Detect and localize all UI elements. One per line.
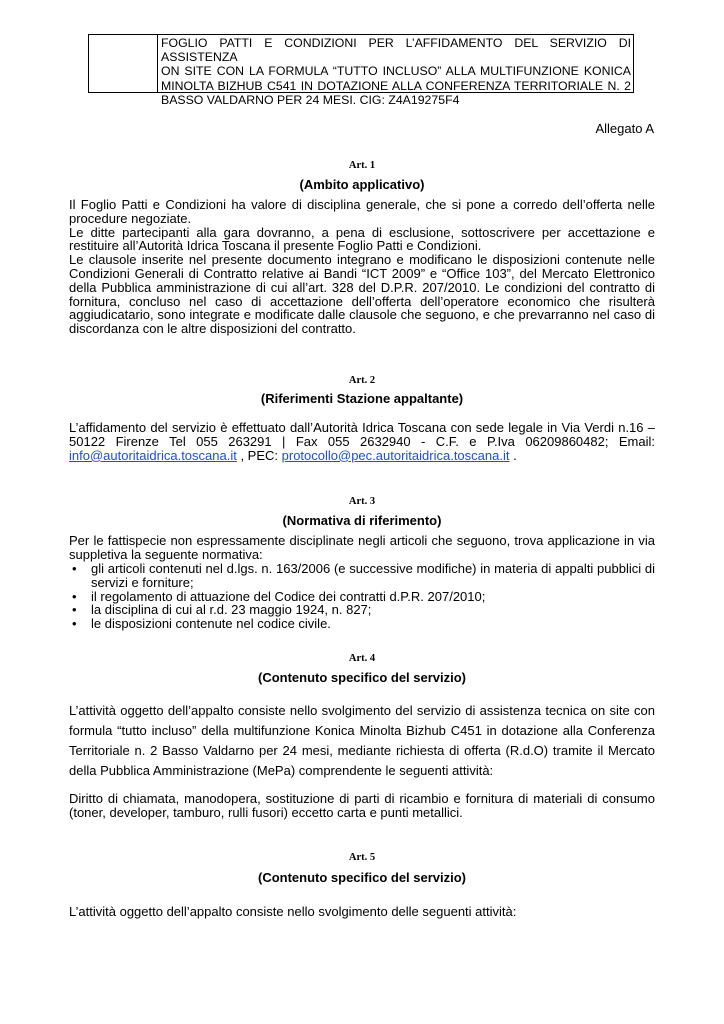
- art1-body: [69, 198, 655, 336]
- header-line: FOGLIO PATTI E CONDIZIONI PER L’AFFIDAMENTO DEL SERVIZIO DI ASSISTENZA: [161, 36, 631, 65]
- art5-paragraph: L’attività oggetto dell’appalto consiste nello svolgimento delle seguenti attività:: [69, 904, 517, 919]
- list-item: • gli articoli contenuti nel d.lgs. n. 163/2006 (e successive modifiche) in materia di appalti pubblici di servizi e forniture;: [69, 562, 655, 590]
- art4-paragraph-2: Diritto di chiamata, manodopera, sostituzione di parti di ricambio e fornitura di materiali di consumo (toner, developer, tamburo, rulli fusori) eccetto carta e punti metallici.: [69, 791, 655, 820]
- art2-text: L’affidamento del servizio è effettuato dall’Autorità Idrica Toscana con sede legale in Via Verdi n.16 – 50122 Firenze Tel 055 263291 | Fax 055 2632940 - C.F. e P.Iva 06209860482; Email:: [69, 420, 655, 449]
- header-box: [88, 34, 634, 107]
- pec-label: , PEC:: [236, 447, 282, 463]
- art2-body: [69, 421, 655, 462]
- header-line: MINOLTA BIZHUB C541 IN DOTAZIONE ALLA CONFERENZA TERRITORIALE N. 2: [161, 78, 631, 93]
- art4-title: (Contenuto specifico del servizio): [257, 670, 467, 685]
- art3-intro: Per le fattispecie non espressamente disciplinate negli articoli che seguono, trova applicazione in via suppletiva la seguente normativa:: [69, 533, 655, 562]
- art2-label: Art. 2: [348, 375, 376, 386]
- header-line: ON SITE CON LA FORMULA “TUTTO INCLUSO” ALLA MULTIFUNZIONE KONICA: [161, 64, 631, 79]
- art5-label: Art. 5: [348, 852, 376, 863]
- art1-label: Art. 1: [348, 160, 376, 171]
- list-item: • il regolamento di attuazione del Codice dei contratti d.P.R. 207/2010;: [69, 590, 655, 604]
- art1-paragraph: Le clausole inserite nel presente documento integrano e modificano le disposizioni contenute nelle Condizioni Generali di Contratto relative ai Bandi “ICT 2009” e “Office 103”, del Mercato Elettronico della Pubblica amministrazione di cui all’art. 328 del D.P.R. 207/2010. Le condizioni del contratto di fornitura, concluso nel caso di accettazione dell’offerta dell’operatore economico che risulterà aggiudicatario, sono integrate e modificate dalle clausole che seguono, e che prevarranno nel caso di discordanza con le altre disposizioni del contratto.: [69, 252, 655, 337]
- art3-list: [69, 562, 655, 631]
- art1-title: (Ambito applicativo): [299, 177, 425, 192]
- art2-text-end: .: [509, 447, 517, 463]
- email-link[interactable]: info@autoritaidrica.toscana.it: [69, 447, 237, 463]
- art4-paragraph: L’attività oggetto dell’appalto consiste nello svolgimento del servizio di assistenza tecnica on site con formula “tutto incluso” della multifunzione Konica Minolta Bizhub C451 in dotazione alla Conferenza Territoriale n. 2 Basso Valdarno per 24 mesi, mediante richiesta di offerta (R.d.O) tramite il Mercato della Pubblica Amministrazione (MePa) comprendente le seguenti attività:: [69, 703, 655, 778]
- list-item: • la disciplina di cui al r.d. 23 maggio 1924, n. 827;: [69, 603, 655, 617]
- art2-title: (Riferimenti Stazione appaltante): [260, 391, 464, 406]
- art1-paragraph: Il Foglio Patti e Condizioni ha valore di disciplina generale, che si pone a corredo dell’offerta nelle procedure negoziate.: [69, 197, 655, 226]
- art3-title: (Normativa di riferimento): [282, 513, 442, 528]
- header-title: [158, 35, 633, 107]
- art1-paragraph: Le ditte partecipanti alla gara dovranno, a pena di esclusione, sottoscrivere per accettazione e restituire all’Autorità Idrica Toscana il presente Foglio Patti e Condizioni.: [69, 224, 655, 254]
- header-line: BASSO VALDARNO PER 24 MESI. CIG: Z4A19275F4: [161, 92, 460, 107]
- pec-link[interactable]: protocollo@pec.autoritaidrica.toscana.it: [281, 447, 510, 463]
- art3-label: Art. 3: [348, 496, 376, 507]
- allegato-label: Allegato A: [595, 121, 654, 136]
- art4-label: Art. 4: [348, 653, 376, 664]
- art5-title: (Contenuto specifico del servizio): [257, 870, 467, 885]
- list-item: • le disposizioni contenute nel codice civile.: [69, 617, 655, 631]
- header-logo-cell: [89, 35, 158, 92]
